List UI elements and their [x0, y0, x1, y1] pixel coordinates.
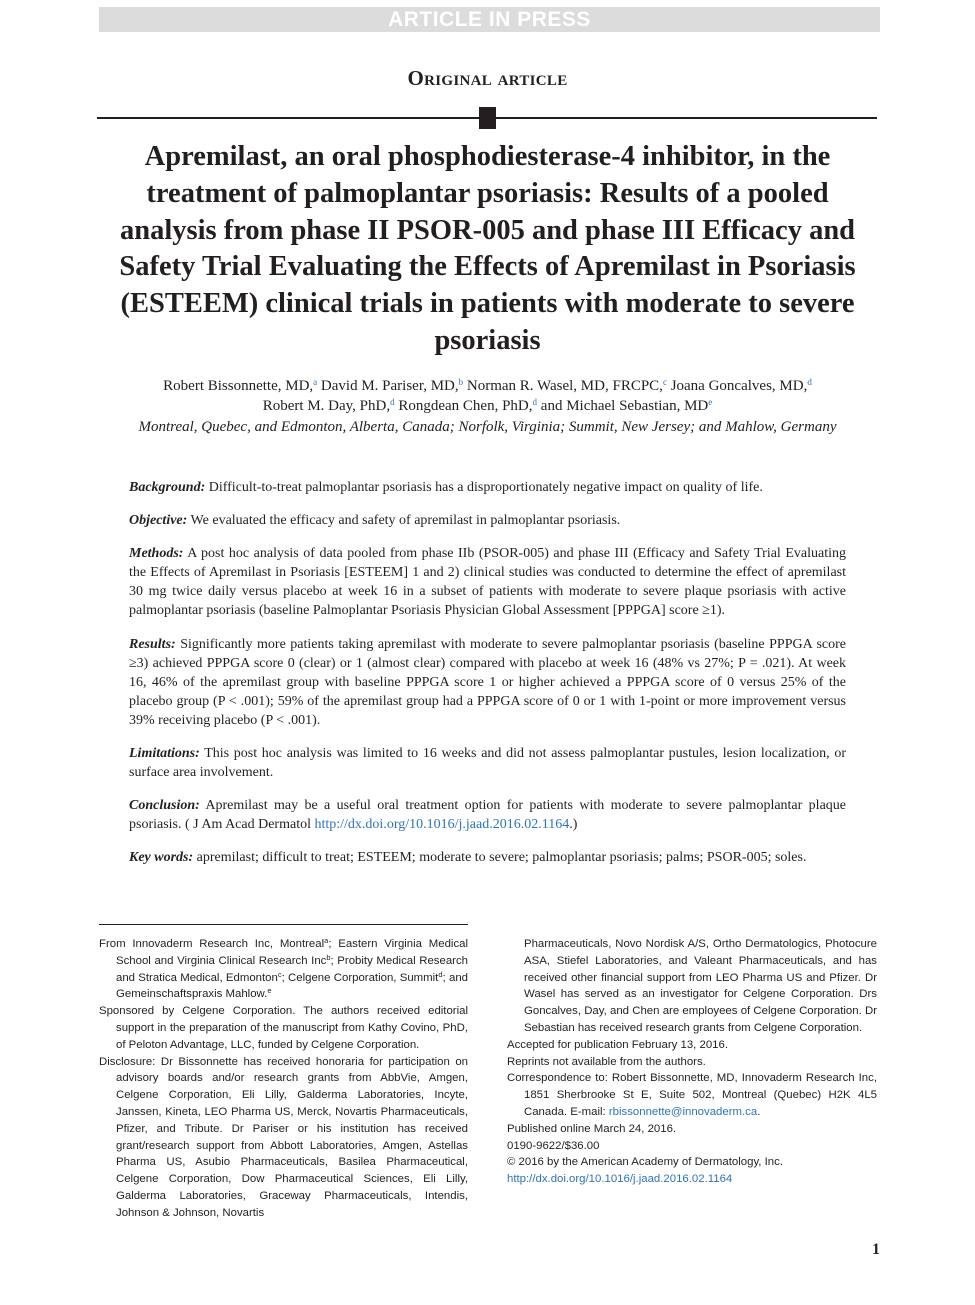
abstract-text: This post hoc analysis was limited to 16 weeks and did not assess palmoplantar pustules, lesion localization, or surface area involvement.	[129, 746, 846, 781]
section-label: Original article	[407, 66, 568, 90]
abstract-limitations	[129, 744, 846, 782]
footnote-from	[99, 936, 468, 1003]
footnote-text: ; Celgene Corporation, Summit	[281, 971, 439, 984]
footnotes-left-column	[99, 936, 468, 1222]
abstract-results	[129, 635, 846, 730]
abstract	[129, 478, 846, 882]
author-line-2	[90, 396, 885, 416]
abstract-text: apremilast; difficult to treat; ESTEEM; moderate to severe; palmoplantar psoriasis; palms; PSOR-005; soles.	[193, 850, 807, 866]
abstract-label: Limitations:	[129, 746, 200, 762]
article-title: Apremilast, an oral phosphodiesterase-4 inhibitor, in the treatment of palmoplantar psoriasis: Results of a pooled analysis from phase II PSOR-005 and phase III Efficacy and Safety Trial Evaluating the Effects of Apremilast in Psoriasis (ESTEEM) clinical trials in patients with moderate to severe psoriasis	[119, 141, 856, 356]
author: David M. Pariser, MD,	[320, 378, 459, 394]
author-locations: Montreal, Quebec, and Edmonton, Alberta, Canada; Norfolk, Virginia; Summit, New Jersey; and Mahlow, Germany	[138, 419, 837, 435]
abstract-label: Objective:	[129, 513, 188, 529]
footnote-text: Correspondence to: Robert Bissonnette, MD, Innovaderm Research Inc, 1851 Sherbrooke St E, Suite 502, Montreal (Quebec) H2K 4L5 Canada. E-mail:	[507, 1072, 877, 1118]
author-affiliation-mark[interactable]: d	[807, 377, 812, 387]
footnote-text: From Innovaderm Research Inc, Montreal	[99, 938, 325, 950]
author: and Michael Sebastian, MD	[540, 398, 709, 414]
footnote-text: ; Eastern Virginia Medical School and Virginia Clinical Research Inc	[116, 938, 468, 967]
author-affiliation-mark[interactable]: b	[458, 377, 464, 387]
footnote-correspondence: Correspondence to: Robert Bissonnette, MD, Innovaderm Research Inc, 1851 Sherbrooke St E, Suite 502, Montreal (Quebec) H2K 4L5 Canada. E-mail: rbissonnette@innovaderm.ca.	[507, 1072, 877, 1118]
footnote-sponsored: Sponsored by Celgene Corporation. The authors received editorial support in the preparation of the manuscript from Kathy Covino, PhD, of Peloton Advantage, LLC, funded by Celgene Corporation.	[99, 1005, 468, 1051]
author: Norman R. Wasel, MD, FRCPC,	[466, 378, 663, 394]
abstract-text: Apremilast may be a useful oral treatment option for patients with moderate to severe palmoplantar plaque psoriasis. ( J Am Acad Dermatol	[129, 798, 846, 833]
footnote-rule	[99, 924, 468, 925]
affiliation-mark: e	[267, 986, 272, 996]
affiliation-mark: d	[438, 969, 443, 979]
page-number: 1	[872, 1241, 880, 1258]
affiliation-mark: a	[324, 936, 329, 945]
abstract-text: Significantly more patients taking apremilast with moderate to severe palmoplantar psoriasis (baseline PPPGA score ≥3) achieved PPPGA score 0 (clear) or 1 (almost clear) compared with placebo at week 16 (48% vs 27%; P = .021). At week 16, 46% of the apremilast group with baseline PPPGA score 1 or higher achieved a PPPGA score of 0 versus 25% of the placebo group (P < .001); 59% of the apremilast group had a PPPGA score of 0 or 1 with 1-point or more improvement versus 39% receiving placebo (P < .001).	[129, 636, 846, 728]
footnote-disclosure: Disclosure: Dr Bissonnette has received honoraria for participation on advisory boards and/or research grants from AbbVie, Amgen, Celgene Corporation, Eli Lilly, Galderma Laboratories, Incyte, Janssen, Kineta, LEO Pharma US, Merck, Novartis Pharmaceuticals, Pfizer, and Tribute. Dr Pariser or his institution has received grant/research support from Abbott Laboratories, Amgen, Astellas Pharma US, Asubio Pharmaceuticals, Basilea Pharmaceutical, Celgene Corporation, Dow Pharmaceutical Sciences, Eli Lilly, Galderma Laboratories, Graceway Pharmaceuticals, Intendis, Johnson & Johnson, Novartis	[99, 1055, 468, 1219]
footnote-issn: 0190-9622/$36.00	[507, 1139, 600, 1152]
author-list	[90, 376, 885, 416]
abstract-text: .)	[569, 817, 578, 833]
affiliation-mark: b	[326, 952, 331, 962]
abstract-text: A post hoc analysis of data pooled from phase IIb (PSOR-005) and phase III (Efficacy and Safety Trial Evaluating the Effects of Apremilast in Psoriasis [ESTEEM] 1 and 2) clinical studies was conducted to determine the effect of apremilast 30 mg twice daily versus placebo at week 16 in a subset of patients with moderate to severe plaque psoriasis with active palmoplantar psoriasis (baseline Palmoplantar Psoriasis Physician Global Assessment [PPPGA] score ≥1).	[129, 546, 846, 619]
abstract-label: Conclusion:	[129, 798, 200, 814]
email-link[interactable]: rbissonnette@innovaderm.ca	[608, 1105, 758, 1118]
author: Joana Goncalves, MD,	[670, 378, 808, 394]
author-affiliation-mark[interactable]: a	[313, 377, 318, 387]
author-affiliation-mark[interactable]: e	[708, 397, 713, 407]
abstract-methods	[129, 544, 846, 620]
abstract-keywords	[129, 848, 846, 867]
author-affiliation-mark[interactable]: c	[662, 377, 667, 387]
footnote-disclosure-continued: Pharmaceuticals, Novo Nordisk A/S, Ortho Dermatologics, Photocure ASA, Stiefel Laboratories, and Valeant Pharmaceuticals, and has received other financial support from LEO Pharma US and Pfizer. Dr Wasel has served as an investigator for Celgene Corporation. Drs Goncalves, Day, and Chen are employees of Celgene Corporation. Dr Sebastian has received research grants from Celgene Corporation.	[524, 938, 877, 1034]
doi-link[interactable]: http://dx.doi.org/10.1016/j.jaad.2016.02.1164	[314, 817, 570, 833]
footnote-reprints: Reprints not available from the authors.	[507, 1055, 706, 1068]
article-in-press-banner: ARTICLE IN PRESS	[99, 7, 880, 32]
footnote-doi	[507, 1171, 877, 1188]
abstract-label: Methods:	[129, 546, 184, 562]
rule-square-ornament	[479, 107, 496, 129]
abstract-label: Results:	[129, 636, 176, 652]
abstract-text: Difficult-to-treat palmoplantar psoriasis has a disproportionately negative impact on quality of life.	[205, 480, 763, 495]
doi-link[interactable]: http://dx.doi.org/10.1016/j.jaad.2016.02.1164	[507, 1173, 733, 1186]
abstract-conclusion	[129, 796, 846, 834]
abstract-text: We evaluated the efficacy and safety of apremilast in palmoplantar psoriasis.	[187, 513, 621, 529]
footnote-text: ; and Gemeinschaftspraxis Mahlow.	[116, 971, 468, 1001]
author: Rongdean Chen, PhD,	[398, 398, 533, 414]
author-line-1	[90, 376, 885, 396]
footnote-accepted: Accepted for publication February 13, 2016.	[507, 1038, 728, 1051]
abstract-label: Background:	[129, 480, 206, 495]
footnote-text: ; Probity Medical Research and Stratica Medical, Edmonton	[116, 954, 468, 984]
abstract-background	[129, 478, 846, 497]
abstract-label: Key words:	[129, 850, 194, 866]
author-affiliation-mark[interactable]: d	[390, 397, 395, 407]
footnote-copyright: © 2016 by the American Academy of Dermatology, Inc.	[507, 1156, 783, 1169]
author-affiliation-mark[interactable]: d	[532, 397, 538, 407]
author: Robert M. Day, PhD,	[262, 398, 391, 414]
affiliation-mark: c	[277, 969, 282, 979]
author: Robert Bissonnette, MD,	[163, 378, 314, 394]
footnote-published: Published online March 24, 2016.	[507, 1122, 677, 1135]
abstract-objective	[129, 511, 846, 530]
footnotes-right-column	[507, 936, 877, 1188]
